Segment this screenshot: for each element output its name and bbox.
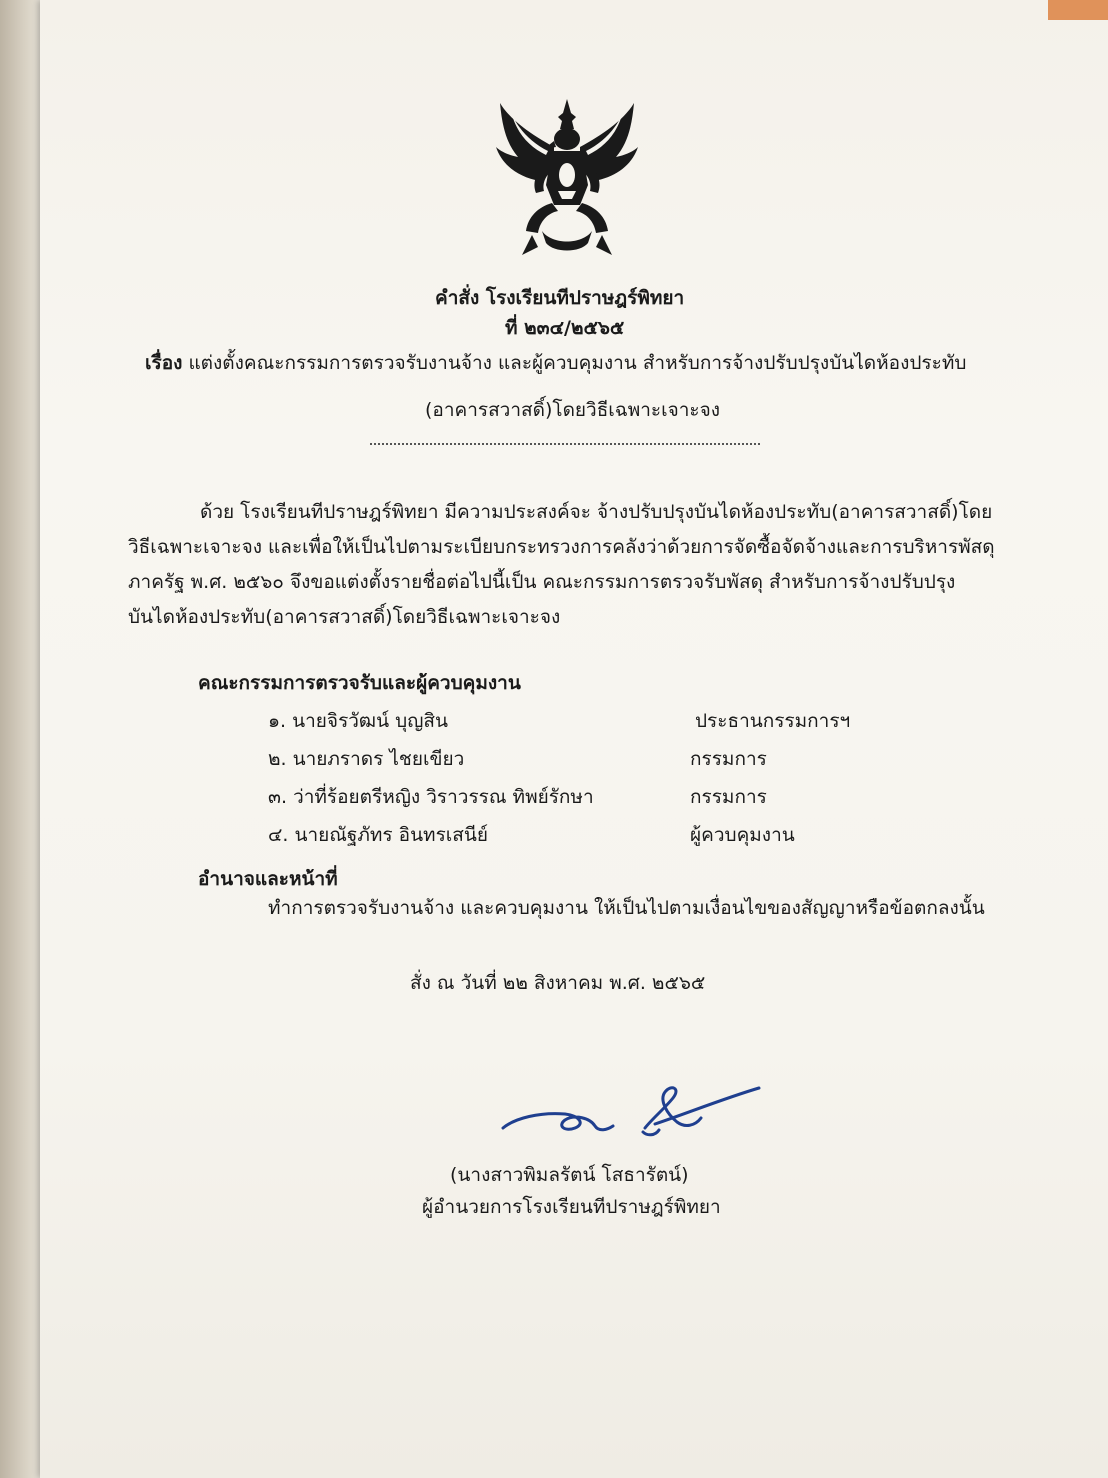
order-date: สั่ง ณ วันที่ ๒๒ สิงหาคม พ.ศ. ๒๕๖๕	[410, 972, 706, 994]
member-name: ๒. นายภราดร ไชยเขียว	[268, 748, 465, 770]
subject-label: เรื่อง	[145, 352, 183, 374]
member-name: ๑. นายจิรวัฒน์ บุญสิน	[268, 710, 448, 732]
body-line-1: ด้วย โรงเรียนทีปราษฎร์พิทยา มีความประสงค์จะ จ้างปรับปรุงบันไดห้องประทับ(อาคารสวาสดิ์)โดย	[200, 501, 993, 523]
body-line-3: ภาครัฐ พ.ศ. ๒๕๖๐ จึงขอแต่งตั้งรายชื่อต่อไปนี้เป็น คณะกรรมการตรวจรับพัสดุ สำหรับการจ้างปรับปรุง	[128, 571, 956, 593]
subject-text-1: แต่งตั้งคณะกรรมการตรวจรับงานจ้าง และผู้ควบคุมงาน สำหรับการจ้างปรับปรุงบันไดห้องประทับ	[188, 352, 967, 374]
member-name: ๓. ว่าที่ร้อยตรีหญิง วิราวรรณ ทิพย์รักษา	[268, 786, 594, 808]
body-line-4: บันไดห้องประทับ(อาคารสวาสดิ์)โดยวิธีเฉพาะเจาะจง	[128, 606, 561, 628]
garuda-emblem-icon	[492, 95, 642, 260]
committee-heading: คณะกรรมการตรวจรับและผู้ควบคุมงาน	[198, 672, 521, 694]
member-role: ผู้ควบคุมงาน	[690, 824, 795, 846]
desk-background	[0, 0, 40, 1478]
member-role: ประธานกรรมการฯ	[695, 710, 851, 732]
body-line-2: วิธีเฉพาะเจาะจง และเพื่อให้เป็นไปตามระเบียบกระทรวงการคลังว่าด้วยการจัดซื้อจัดจ้างและการบริหารพัสดุ	[128, 536, 995, 558]
subject-line-2: (อาคารสวาสดิ์)โดยวิธีเฉพาะเจาะจง	[425, 399, 721, 421]
signer-position: ผู้อำนวยการโรงเรียนทีปราษฎร์พิทยา	[422, 1196, 721, 1218]
member-role: กรรมการ	[690, 748, 767, 770]
duty-text: ทำการตรวจรับงานจ้าง และควบคุมงาน ให้เป็นไปตามเงื่อนไขของสัญญาหรือข้อตกลงนั้น	[268, 897, 985, 919]
order-number: ที่ ๒๓๔/๒๕๖๕	[505, 317, 625, 339]
duty-heading: อำนาจและหน้าที่	[198, 868, 338, 890]
subject-line-1	[145, 348, 966, 378]
dotted-divider	[370, 443, 760, 445]
background-orange-object	[1048, 0, 1108, 20]
handwritten-signature	[495, 1078, 765, 1148]
signer-name: (นางสาวพิมลรัตน์ โสธารัตน์)	[450, 1164, 689, 1186]
member-role: กรรมการ	[690, 786, 767, 808]
order-heading: คำสั่ง โรงเรียนทีปราษฎร์พิทยา	[435, 287, 685, 309]
document-page	[40, 0, 1108, 1478]
member-name: ๔. นายณัฐภัทร อินทรเสนีย์	[268, 824, 488, 846]
